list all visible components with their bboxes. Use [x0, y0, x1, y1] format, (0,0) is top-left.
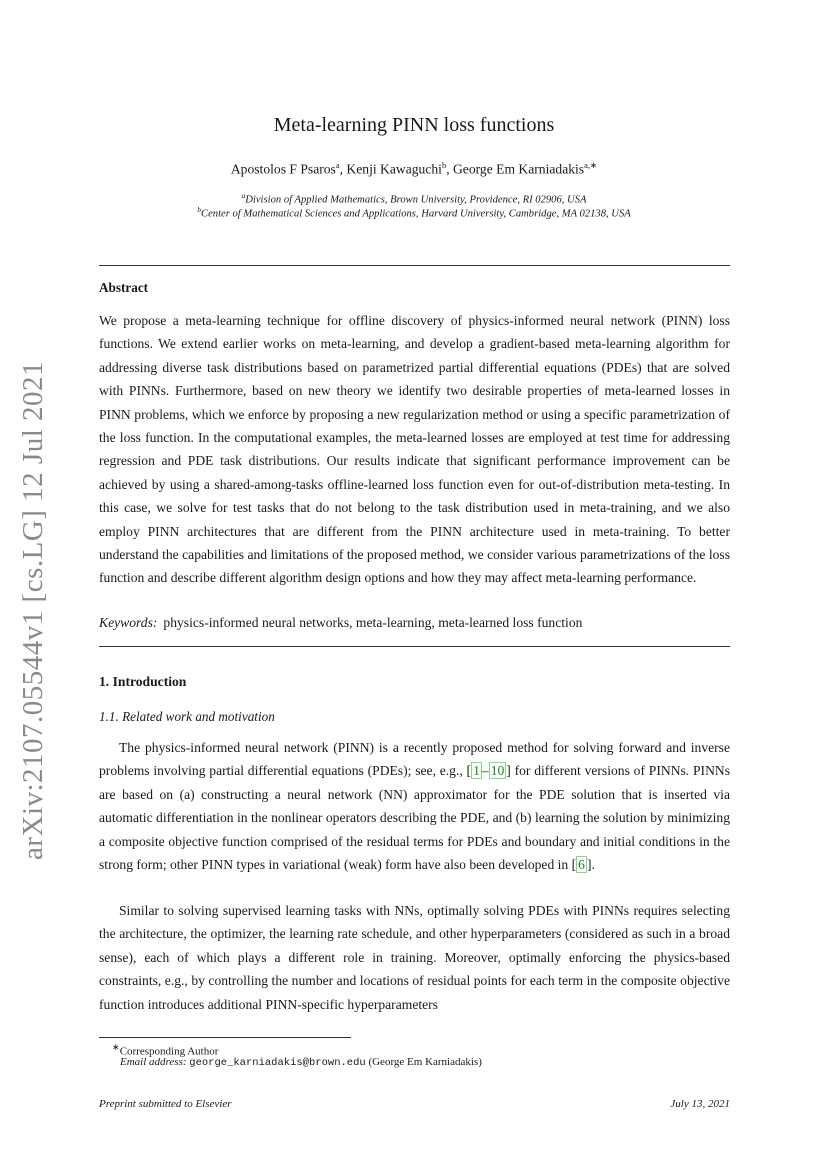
- keywords-text: physics-informed neural networks, meta-learning, meta-learned loss function: [163, 615, 583, 630]
- paragraph-text: ] for different versions of PINNs. PINNs are based on (a) constructing a neural network (NN) approximator for the PDE solution that is inserted via automatic differentiation in the nonlinear operators describing the PDE, and (b) learning the solution by minimizing a composite objective function comprised of the residual terms for PDEs and boundary and initial conditions in the strong form; other PINN types in variational (weak) form have also been developed in [: [99, 763, 730, 873]
- section-heading: 1. Introduction: [99, 674, 187, 689]
- intro-paragraph-2: Similar to solving supervised learning tasks with NNs, optimally solving PDEs with PINNs requires selecting the architecture, the optimizer, the learning rate schedule, and other hyperparameters (considered as such in a broad sense), each of which plays a different role in training. Moreover, optimally enforcing the physics-based constraints, e.g., by controlling the number and locations of residual points for each term in the composite objective function introduces additional PINN-specific hyperparameters: [99, 903, 730, 1012]
- subsection-heading: 1.1. Related work and motivation: [99, 709, 275, 724]
- author-name: George Em Karniadakis: [452, 161, 585, 177]
- author-name: Apostolos F Psaros: [230, 161, 336, 177]
- author-mark: a,∗: [584, 160, 598, 170]
- paper-title: Meta-learning PINN loss functions: [273, 114, 555, 136]
- affiliation-mark: b: [197, 205, 202, 214]
- abstract-bottom-rule: [99, 646, 730, 647]
- affiliation: [0, 191, 828, 206]
- author-list: Apostolos F Psaros$^a$, Kenji Kawaguchi$^b$, George Em Karniadakis$^{a,∗}$: [230, 160, 598, 177]
- footer-date: July 13, 2021: [670, 1098, 730, 1110]
- author-mark: a: [335, 160, 340, 170]
- affiliation: [0, 205, 828, 220]
- email-owner: (George Em Karniadakis): [368, 1056, 482, 1068]
- email-label: Email address:: [120, 1056, 187, 1068]
- affiliation-text: Division of Applied Mathematics, Brown University, Providence, RI 02906, USA: [245, 194, 587, 206]
- affiliation-mark: a: [241, 191, 246, 200]
- arxiv-identifier: arXiv:2107.05544v1 [cs.LG] 12 Jul 2021: [17, 360, 50, 860]
- keywords: [99, 615, 730, 631]
- email-address-link[interactable]: george_karniadakis@brown.edu: [189, 1057, 366, 1069]
- footnote-email: [120, 1056, 482, 1069]
- citation-link[interactable]: 6: [578, 857, 585, 873]
- keywords-label: Keywords:: [99, 615, 158, 630]
- paragraph-text: ].: [586, 857, 595, 873]
- footnote-text: Corresponding Author: [119, 1045, 219, 1058]
- citation-link[interactable]: 10: [490, 763, 505, 779]
- footnote-mark: ∗: [112, 1042, 120, 1052]
- footnote-rule: [99, 1037, 351, 1038]
- arxiv-stamp: [14, 360, 54, 860]
- author-name: Kenji Kawaguchi: [346, 161, 442, 177]
- citation-link[interactable]: 1: [473, 763, 480, 779]
- abstract-top-rule: [99, 265, 730, 266]
- citation-separator: –: [481, 763, 489, 779]
- affiliation-text: Center of Mathematical Sciences and Applications, Harvard University, Cambridge, MA 02138, USA: [201, 208, 631, 220]
- abstract-heading: Abstract: [99, 280, 149, 295]
- paragraph-text: The physics-informed neural network (PINN) is a recently proposed method for solving forward and inverse problems involving partial differential equations (PDEs); see, e.g., [: [99, 740, 730, 779]
- footer-preprint-note: Preprint submitted to Elsevier: [99, 1098, 232, 1110]
- intro-paragraph-1: [99, 736, 730, 876]
- author-mark: b: [441, 160, 447, 170]
- abstract-text: We propose a meta-learning technique for offline discovery of physics-informed neural network (PINN) loss functions. We extend earlier works on meta-learning, and develop a gradient-based meta-learning algorithm for addressing diverse task distributions based on parametrized partial differential equations (PDEs) that are solved with PINNs. Furthermore, based on new theory we identify two desirable properties of meta-learned losses in PINN problems, which we enforce by proposing a new regularization method or using a specific parametrization of the loss function. In the computational examples, the meta-learned losses are employed at test time for addressing regression and PDE task distributions. Our results indicate that significant performance improvement can be achieved by using a shared-among-tasks offline-learned loss function even for out-of-distribution meta-testing. In this case, we solve for test tasks that do not belong to the task distribution used in meta-training, and we also employ PINN architectures that are different from the PINN architecture used in meta-training. To better understand the capabilities and limitations of the proposed method, we consider various parametrizations of the loss function and describe different algorithm design options and how they may affect meta-learning performance.: [99, 313, 730, 586]
